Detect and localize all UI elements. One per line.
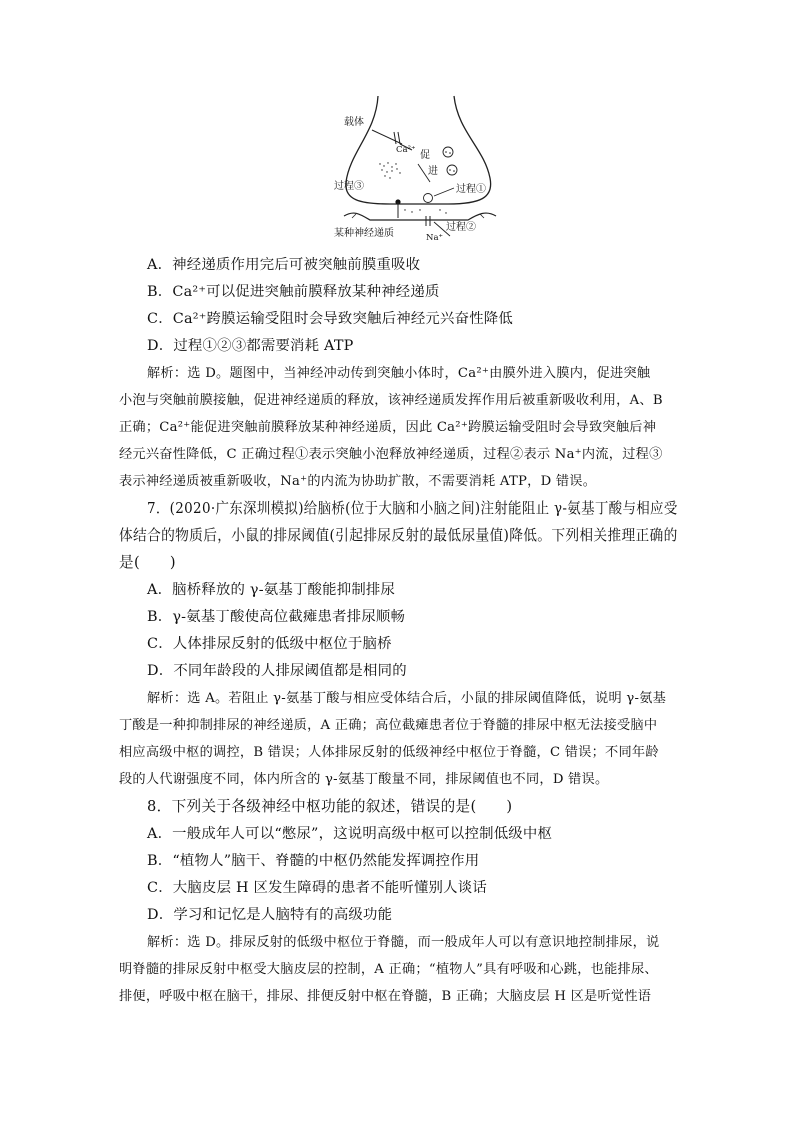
q7-option-a: A．脑桥释放的 γ-氨基丁酸能抑制排尿 <box>147 582 396 598</box>
q7-option-d: D．不同年龄段的人排尿阈值都是相同的 <box>147 663 407 679</box>
label-promote-1: 促 <box>420 150 430 161</box>
label-ca: Ca²⁺ <box>396 145 416 155</box>
q8-option-d: D．学习和记忆是人脑特有的高级功能 <box>147 907 393 923</box>
q7-analysis-line: 解析：选 A。若阻止 γ-氨基丁酸与相应受体结合后，小鼠的排尿阈值降低，说明 γ-氨基 <box>147 691 667 706</box>
vesicle <box>443 147 453 157</box>
q6-option-d: D．过程①②③都需要消耗 ATP <box>147 338 354 354</box>
q7-analysis-line: 相应高级中枢的调控，B 错误；人体排尿反射的低级神经中枢位于脊髓，C 错误；不同年龄 <box>119 745 659 760</box>
q7-analysis-line: 段的人代谢强度不同，体内所含的 γ-氨基丁酸量不同，排尿阈值也不同，D 错误。 <box>119 772 609 787</box>
postsynaptic-membrane <box>344 213 496 220</box>
label-na: Na⁺ <box>426 233 443 242</box>
label-promote-2: 进 <box>428 166 438 177</box>
label-transmitter: 某种神经递质 <box>334 228 394 239</box>
q8-analysis-line: 明脊髓的排尿反射中枢受大脑皮层的控制，A 正确；“植物人”具有呼吸和心跳，也能排尿、 <box>119 962 658 977</box>
q7-stem-line: 是( ) <box>119 554 176 571</box>
q7-stem-line: 7．(2020·广东深圳模拟)给脑桥(位于大脑和小脑之间)注射能阻止 γ-氨基丁酸与相应受 <box>147 500 678 517</box>
q6-option-a: A．神经递质作用完后可被突触前膜重吸收 <box>147 257 421 273</box>
q6-analysis-line: 经元兴奋性降低，C 正确过程①表示突触小泡释放神经递质，过程②表示 Na⁺内流，过程③ <box>119 447 663 462</box>
synapse-figure <box>330 92 510 242</box>
q8-analysis-line: 排便，呼吸中枢在脑干，排尿、排便反射中枢在脊髓，B 正确；大脑皮层 H 区是听觉性语 <box>119 989 652 1004</box>
q8-analysis-line: 解析：选 D。排尿反射的低级中枢位于脊髓，而一般成年人可以有意识地控制排尿，说 <box>147 935 660 950</box>
q6-analysis-line: 解析：选 D。题图中，当神经冲动传到突触小体时，Ca²⁺由膜外进入膜内，促进突触 <box>147 366 651 381</box>
q8-stem-line: 8．下列关于各级神经中枢功能的叙述，错误的是( ) <box>147 798 513 815</box>
label-process-3: 过程③ <box>334 181 364 192</box>
label-process-2: 过程② <box>446 222 476 233</box>
label-process-1: 过程① <box>456 184 486 195</box>
q8-option-a: A．一般成年人可以“憋尿”，这说明高级中枢可以控制低级中枢 <box>147 826 553 842</box>
q6-analysis-line: 表示神经递质被重新吸收，Na⁺的内流为协助扩散，不需要消耗 ATP，D 错误。 <box>119 474 597 489</box>
q7-analysis-line: 丁酸是一种抑制排尿的神经递质，A 正确；高位截瘫患者位于脊髓的排尿中枢无法接受脑中 <box>119 718 658 733</box>
q7-option-b: B．γ-氨基丁酸使高位截瘫患者排尿顺畅 <box>147 609 406 625</box>
label-carrier: 载体 <box>344 117 364 128</box>
q6-analysis-line: 正确；Ca²⁺能促进突触前膜释放某种神经递质，因此 Ca²⁺跨膜运输受阻时会导致突触后神 <box>119 420 657 435</box>
vesicle <box>447 165 457 175</box>
q7-option-c: C．人体排尿反射的低级中枢位于脑桥 <box>147 636 392 652</box>
synapse-diagram <box>330 92 510 242</box>
q6-analysis-line: 小泡与突触前膜接触，促进神经递质的释放，该神经递质发挥作用后被重新吸收利用，A、B <box>119 393 663 408</box>
vesicle <box>424 194 433 203</box>
q8-option-c: C．大脑皮层 H 区发生障碍的患者不能听懂别人谈话 <box>147 880 487 896</box>
q7-stem-line: 体结合的物质后，小鼠的排尿阈值(引起排尿反射的最低尿量值)降低。下列相关推理正确的 <box>119 527 678 544</box>
q8-option-b: B．“植物人”脑干、脊髓的中枢仍然能发挥调控作用 <box>147 853 480 869</box>
q6-option-b: B．Ca²⁺可以促进突触前膜释放某种神经递质 <box>147 284 440 300</box>
q6-option-c: C．Ca²⁺跨膜运输受阻时会导致突触后神经元兴奋性降低 <box>147 311 513 327</box>
